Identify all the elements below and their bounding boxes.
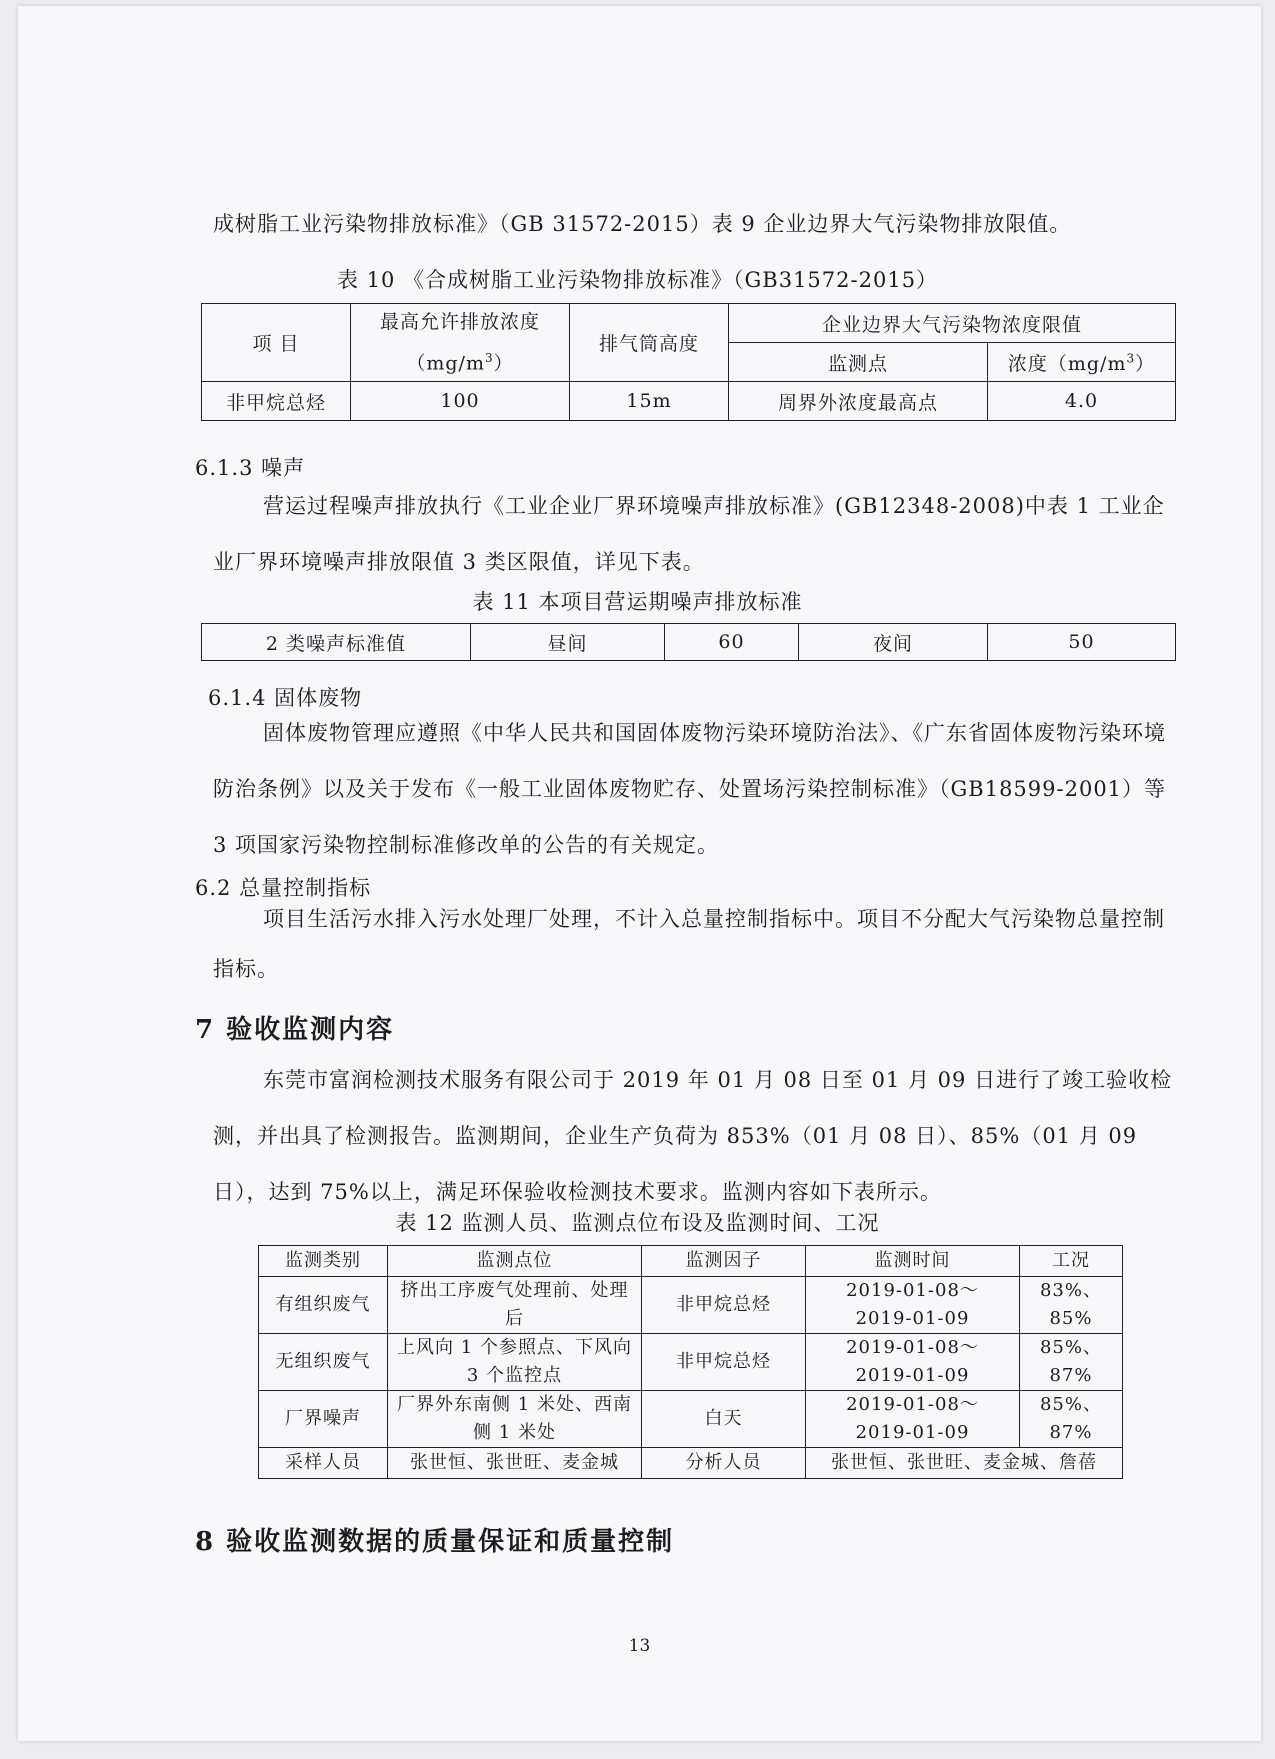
section-6-2-heading: 6.2 总量控制指标 <box>195 876 372 900</box>
t12-header-type: 监测类别 <box>259 1246 388 1277</box>
page-number: 13 <box>628 1636 651 1656</box>
t10-header-item: 项 目 <box>202 304 351 382</box>
t10-row-conc: 4.0 <box>988 382 1176 421</box>
t12-cell-type: 厂界噪声 <box>259 1391 388 1448</box>
t10-header-max-conc: 最高允许排放浓度 $(mg/m^3)$ <box>351 304 570 382</box>
noise-paragraph: 营运过程噪声排放执行《工业企业厂界环境噪声排放标准》(GB12348-2008)中表 1 工业企业厂界环境噪声排放限值 3 类区限值，详见下表。 <box>213 494 1165 574</box>
section-7-heading: 7 验收监测内容 <box>195 1015 395 1045</box>
t12-cell-condition: 85%、87% <box>1020 1391 1123 1448</box>
t11-label: 2 类噪声标准值 <box>202 624 471 661</box>
table10-caption: 表 10 《合成树脂工业污染物排放标准》（GB31572-2015） <box>336 268 939 292</box>
document-page <box>18 6 1261 1741</box>
t10-header-boundary: 企业边界大气污染物浓度限值 <box>729 304 1176 343</box>
t12-cell-point: 挤出工序废气处理前、处理后 <box>388 1277 642 1334</box>
table-row <box>259 1334 1123 1391</box>
t10-row-max-conc: 100 <box>351 382 570 421</box>
t12-cell-time: 2019-01-08～ 2019-01-09 <box>806 1391 1020 1448</box>
table-row <box>259 1277 1123 1334</box>
t12-cell-factor: 非甲烷总烃 <box>642 1334 806 1391</box>
t12-sampler-names: 张世恒、张世旺、麦金城 <box>388 1448 642 1479</box>
table11 <box>201 623 1176 661</box>
t11-night-label: 夜间 <box>799 624 988 661</box>
t12-cell-factor: 白天 <box>642 1391 806 1448</box>
monitoring-paragraph: 东莞市富润检测技术服务有限公司于 2019 年 01 月 08 日至 01 月 09 日进行了竣工验收检测，并出具了检测报告。监测期间，企业生产负荷为 853%（01 月 08 日）、85%（01 月 09 日），达到 75%以上，满足环保验收检测技术要求。监测内容如下表所示。 <box>213 1068 1173 1204</box>
t10-header-conc: 浓度$(mg/m^3)$ <box>988 343 1176 382</box>
t10-header-stack: 排气筒高度 <box>570 304 729 382</box>
t12-analyst-label: 分析人员 <box>642 1448 806 1479</box>
t12-header-condition: 工况 <box>1020 1246 1123 1277</box>
t12-header-point: 监测点位 <box>388 1246 642 1277</box>
t12-sampler-label: 采样人员 <box>259 1448 388 1479</box>
t10-row-stack: 15m <box>570 382 729 421</box>
t12-header-factor: 监测因子 <box>642 1246 806 1277</box>
t11-night-value: 50 <box>988 624 1176 661</box>
solid-waste-paragraph: 固体废物管理应遵照《中华人民共和国固体废物污染环境防治法》、《广东省固体废物污染环境防治条例》以及关于发布《一般工业固体废物贮存、处置场污染控制标准》（GB18599-2001）等 3 项国家污染物控制标准修改单的公告的有关规定。 <box>213 721 1167 857</box>
table10 <box>201 303 1176 421</box>
t12-cell-type: 有组织废气 <box>259 1277 388 1334</box>
t12-cell-point: 上风向 1 个参照点、下风向 3 个监控点 <box>388 1334 642 1391</box>
t11-day-value: 60 <box>665 624 799 661</box>
total-control-paragraph: 项目生活污水排入污水处理厂处理，不计入总量控制指标中。项目不分配大气污染物总量控制指标。 <box>213 907 1165 981</box>
table-row <box>259 1448 1123 1479</box>
t12-cell-point: 厂界外东南侧 1 米处、西南侧 1 米处 <box>388 1391 642 1448</box>
t12-cell-time: 2019-01-08～ 2019-01-09 <box>806 1334 1020 1391</box>
t12-cell-type: 无组织废气 <box>259 1334 388 1391</box>
section-6-1-3-heading: 6.1.3 噪声 <box>195 456 306 480</box>
t10-row-item: 非甲烷总烃 <box>202 382 351 421</box>
table12-caption: 表 12 监测人员、监测点位布设及监测时间、工况 <box>395 1211 880 1235</box>
t12-cell-condition: 83%、85% <box>1020 1277 1123 1334</box>
t12-cell-condition: 85%、87% <box>1020 1334 1123 1391</box>
t12-header-time: 监测时间 <box>806 1246 1020 1277</box>
section-6-1-4-heading: 6.1.4 固体废物 <box>208 686 363 710</box>
t10-header-point: 监测点 <box>729 343 988 382</box>
t12-cell-factor: 非甲烷总烃 <box>642 1277 806 1334</box>
table-row <box>259 1391 1123 1448</box>
intro-paragraph: 成树脂工业污染物排放标准》（GB 31572-2015）表 9 企业边界大气污染物排放限值。 <box>213 212 1072 236</box>
t11-day-label: 昼间 <box>471 624 665 661</box>
t12-analyst-names: 张世恒、张世旺、麦金城、詹蓓 <box>806 1448 1123 1479</box>
table12 <box>258 1245 1123 1479</box>
table11-caption: 表 11 本项目营运期噪声排放标准 <box>472 590 803 614</box>
t12-cell-time: 2019-01-08～ 2019-01-09 <box>806 1277 1020 1334</box>
section-8-heading: 8 验收监测数据的质量保证和质量控制 <box>195 1527 675 1557</box>
t10-row-point: 周界外浓度最高点 <box>729 382 988 421</box>
